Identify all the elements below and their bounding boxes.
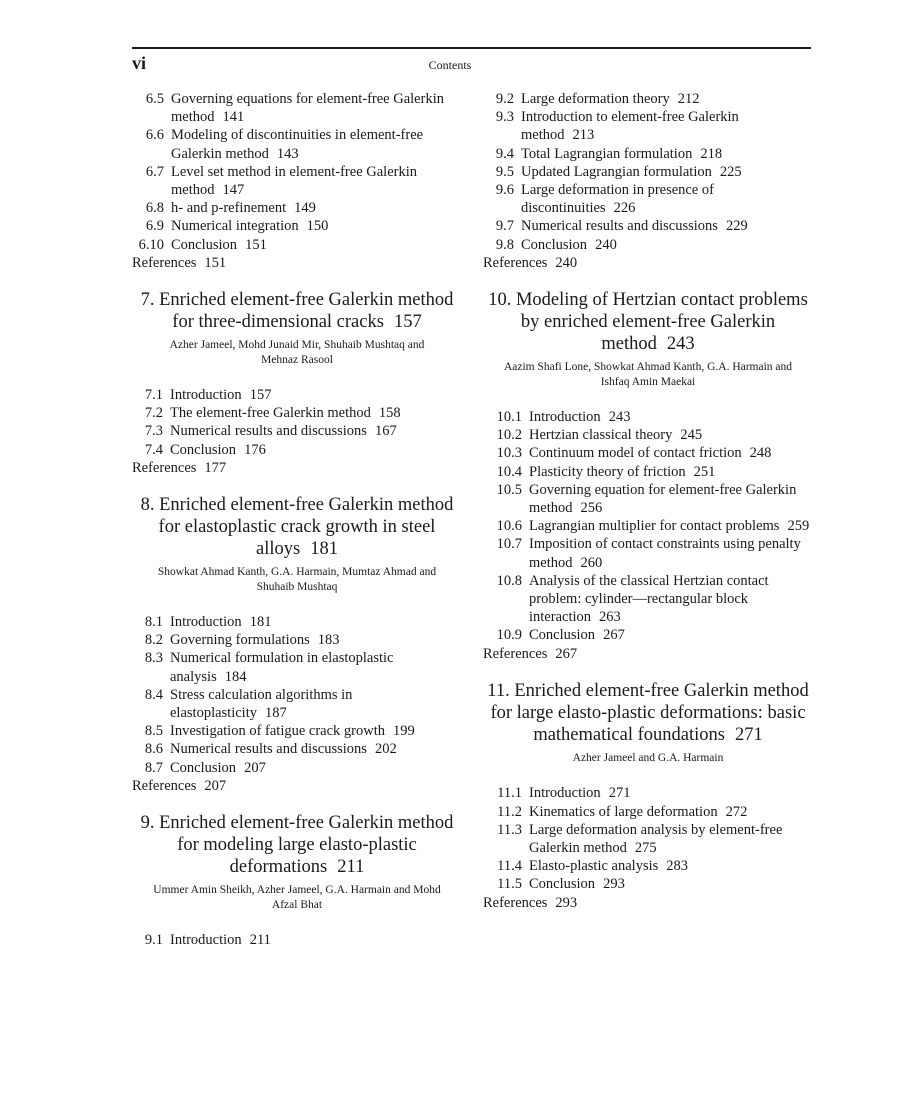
section-number: 9.1 (144, 932, 163, 949)
section-page: 176 (244, 441, 266, 458)
section-title: Plasticity theory of friction (529, 463, 686, 480)
section-page: 141 (222, 109, 245, 126)
section-title: Introduction (529, 409, 601, 426)
section-page: 202 (374, 741, 397, 758)
section-number: 9.5 (495, 163, 514, 180)
toc-entry[interactable] (132, 740, 462, 758)
chapter-10-authors: Aazim Shafi Lone, Showkat Ahmad Kanth, G.A. Harmain and Ishfaq Amin Maekai (503, 361, 793, 388)
references-page: 267 (555, 645, 578, 662)
section-page: 229 (725, 218, 748, 235)
section-number: 8.7 (144, 759, 163, 776)
references-label: References (483, 645, 548, 662)
section-title: Large deformation analysis by element-free Galerkin method (529, 821, 783, 856)
references-entry[interactable] (132, 459, 462, 477)
running-title: Contents (428, 58, 472, 72)
ch6-section-list (132, 90, 462, 272)
section-title: Governing formulations (170, 632, 310, 649)
section-number: 10.6 (496, 518, 522, 535)
toc-entry[interactable] (483, 163, 813, 181)
section-number: 8.6 (144, 741, 163, 758)
section-page: 187 (264, 705, 287, 722)
section-number: 6.10 (138, 236, 164, 253)
section-page: 256 (580, 500, 603, 517)
references-page: 151 (204, 254, 227, 271)
section-page: 240 (595, 236, 617, 253)
section-page: 259 (787, 518, 810, 535)
references-entry[interactable] (483, 645, 813, 663)
section-number: 9.2 (495, 91, 514, 107)
toc-entry[interactable] (483, 90, 813, 108)
toc-entry[interactable] (483, 784, 813, 802)
section-number: 10.8 (496, 572, 522, 589)
references-page: 293 (555, 894, 578, 911)
section-number: 10.4 (496, 463, 522, 480)
ch8-section-list (132, 613, 462, 795)
chapter-title-text: Enriched element-free Galerkin method for modeling large elasto-plastic deformations (159, 813, 454, 878)
chapter-8-title[interactable] (132, 494, 462, 560)
section-title: Level set method in element-free Galerkin method (171, 163, 417, 199)
section-title: Large deformation in presence of discontinuities (521, 182, 714, 217)
references-page: 207 (204, 777, 227, 794)
references-page: 240 (555, 254, 578, 271)
toc-entry[interactable] (483, 821, 813, 857)
chapter-7-authors: Azher Jameel, Mohd Junaid Mir, Shuhaib Mushtaq and Mehnaz Rasool (169, 339, 425, 366)
section-title: Conclusion (529, 627, 596, 644)
references-label: References (483, 894, 548, 911)
section-page: 218 (700, 145, 723, 162)
references-entry[interactable] (483, 254, 813, 272)
section-page: 225 (719, 163, 742, 180)
section-number: 10.7 (496, 536, 522, 553)
chapter-title-text: Enriched element-free Galerkin method for elastoplastic crack growth in steel alloys (158, 495, 454, 560)
section-title: Hertzian classical theory (529, 427, 673, 444)
section-title: Lagrangian multiplier for contact problems (529, 518, 780, 535)
section-title: Numerical integration (171, 218, 299, 235)
references-entry[interactable] (132, 254, 462, 272)
section-number: 10.1 (496, 409, 522, 426)
references-entry[interactable] (132, 777, 462, 795)
chapter-page: 157 (393, 312, 422, 333)
section-number: 10.3 (496, 445, 522, 462)
section-page: 271 (608, 785, 631, 802)
page-number: vi (132, 53, 147, 73)
section-page: 212 (677, 91, 700, 107)
toc-entry[interactable] (132, 931, 462, 949)
chapter-number: 9. (140, 813, 155, 834)
section-page: 226 (613, 200, 636, 217)
section-number: 10.5 (496, 481, 522, 498)
references-label: References (132, 254, 197, 271)
ch9-section-list (132, 931, 462, 949)
section-number: 10.2 (496, 427, 522, 444)
section-title: Governing equation for element-free Galerkin method (529, 481, 797, 517)
section-title: Conclusion (170, 759, 237, 776)
toc-entry[interactable] (132, 404, 462, 422)
section-title: Numerical results and discussions (521, 218, 718, 235)
chapter-title-text: Enriched element-free Galerkin method for three-dimensional cracks (159, 290, 454, 333)
section-number: 9.8 (495, 236, 514, 253)
toc-entry[interactable] (132, 631, 462, 649)
chapter-number: 8. (140, 495, 155, 516)
chapter-number: 7. (140, 290, 155, 311)
toc-entry[interactable] (132, 649, 462, 685)
section-title: Continuum model of contact friction (529, 445, 742, 462)
section-title: Imposition of contact constraints using penalty method (529, 536, 801, 571)
toc-entry[interactable] (483, 857, 813, 875)
references-page: 177 (204, 459, 227, 476)
toc-entry[interactable] (483, 444, 813, 462)
section-number: 8.2 (144, 632, 163, 649)
section-page: 181 (249, 614, 272, 631)
toc-left-column (132, 90, 462, 949)
section-title: Introduction (170, 932, 242, 949)
section-title: Total Lagrangian formulation (521, 145, 693, 162)
section-page: 251 (693, 463, 716, 480)
toc-entry[interactable] (483, 463, 813, 481)
ch10-section-list (483, 408, 813, 663)
chapter-page: 211 (337, 857, 365, 878)
chapter-page: 181 (310, 539, 338, 560)
section-number: 9.3 (495, 109, 514, 126)
toc-entry[interactable] (132, 441, 462, 459)
section-number: 9.4 (495, 145, 514, 162)
toc-entry[interactable] (483, 572, 813, 627)
references-entry[interactable] (483, 894, 813, 912)
toc-entry[interactable] (483, 408, 813, 426)
section-title: Conclusion (170, 441, 237, 458)
toc-right-column (483, 90, 813, 912)
toc-entry[interactable] (483, 626, 813, 644)
section-number: 8.1 (144, 614, 163, 631)
toc-entry[interactable] (132, 199, 462, 217)
section-page: 199 (393, 723, 415, 740)
toc-entry[interactable] (483, 803, 813, 821)
section-number: 6.7 (145, 163, 164, 180)
chapter-number: 11. (487, 680, 510, 701)
section-number: 8.4 (144, 686, 163, 703)
section-number: 8.3 (144, 650, 163, 667)
section-title: Numerical results and discussions (170, 423, 367, 440)
section-number: 7.3 (144, 423, 163, 440)
section-number: 6.8 (145, 200, 164, 217)
toc-entry[interactable] (483, 145, 813, 163)
section-page: 183 (317, 632, 340, 649)
section-title: Conclusion (529, 876, 596, 893)
toc-entry[interactable] (483, 481, 813, 517)
section-title: Numerical formulation in elastoplastic analysis (170, 650, 394, 685)
section-title: Kinematics of large deformation (529, 803, 718, 820)
toc-entry[interactable] (132, 422, 462, 440)
chapter-11-title[interactable] (483, 680, 813, 746)
section-number: 7.4 (144, 441, 163, 458)
section-page: 149 (294, 200, 316, 217)
chapter-page: 243 (666, 334, 695, 355)
ch11-section-list (483, 784, 813, 911)
section-page: 245 (680, 427, 703, 444)
section-number: 9.7 (495, 218, 514, 235)
section-number: 7.2 (144, 405, 163, 422)
references-label: References (483, 254, 548, 271)
section-number: 11.4 (497, 858, 522, 875)
section-page: 207 (244, 759, 266, 776)
chapter-8-authors: Showkat Ahmad Kanth, G.A. Harmain, Mumtaz Ahmad and Shuhaib Mushtaq (157, 566, 437, 593)
section-page: 167 (374, 423, 397, 440)
toc-entry[interactable] (132, 217, 462, 235)
toc-entry[interactable] (132, 722, 462, 740)
chapter-title-text: Modeling of Hertzian contact problems by enriched element-free Galerkin method (515, 290, 808, 355)
chapter-9-authors: Ummer Amin Sheikh, Azher Jameel, G.A. Harmain and Mohd Afzal Bhat (153, 884, 441, 911)
section-number: 8.5 (144, 723, 163, 740)
section-title: Updated Lagrangian formulation (521, 163, 712, 180)
toc-entry[interactable] (483, 517, 813, 535)
section-page: 147 (222, 182, 245, 199)
section-title: Governing equations for element-free Galerkin method (171, 91, 444, 126)
section-page: 150 (306, 218, 329, 235)
section-page: 213 (572, 127, 595, 144)
toc-entry[interactable] (483, 535, 813, 571)
section-page: 267 (603, 627, 625, 644)
toc-entry[interactable] (132, 386, 462, 404)
section-page: 158 (378, 405, 401, 422)
section-title: Introduction (170, 387, 242, 404)
toc-entry[interactable] (132, 613, 462, 631)
toc-entry[interactable] (483, 236, 813, 254)
section-number: 11.1 (497, 785, 522, 802)
ch9-continued-section-list (483, 90, 813, 272)
section-page: 143 (276, 145, 299, 162)
toc-entry[interactable] (132, 759, 462, 777)
ch7-section-list (132, 386, 462, 477)
section-page: 283 (666, 858, 689, 875)
section-title: Large deformation theory (521, 91, 670, 107)
section-number: 11.5 (497, 876, 522, 893)
section-title: Numerical results and discussions (170, 741, 367, 758)
chapter-page: 271 (734, 724, 763, 745)
section-number: 10.9 (496, 627, 522, 644)
toc-entry[interactable] (132, 236, 462, 254)
section-page: 275 (634, 839, 657, 856)
toc-entry[interactable] (132, 126, 462, 162)
section-title: Elasto-plastic analysis (529, 858, 659, 875)
header-rule (132, 47, 811, 49)
section-title: Analysis of the classical Hertzian contact problem: cylinder—rectangular block interaction (529, 572, 769, 626)
section-title: Introduction (529, 785, 601, 802)
chapter-11-authors: Azher Jameel and G.A. Harmain (572, 751, 724, 764)
references-label: References (132, 777, 197, 794)
section-number: 7.1 (144, 387, 163, 404)
section-page: 260 (580, 554, 603, 571)
toc-entry[interactable] (483, 217, 813, 235)
toc-entry[interactable] (483, 108, 813, 144)
section-title: h- and p-refinement (171, 200, 287, 217)
section-title: Conclusion (171, 236, 238, 253)
section-number: 6.6 (145, 127, 164, 144)
section-number: 11.3 (497, 821, 522, 838)
section-page: 248 (749, 445, 772, 462)
section-page: 211 (249, 932, 271, 949)
toc-entry[interactable] (483, 875, 813, 893)
section-page: 263 (599, 609, 621, 626)
section-title: Conclusion (521, 236, 588, 253)
section-number: 6.5 (145, 91, 164, 107)
references-label: References (132, 459, 197, 476)
toc-entry[interactable] (483, 181, 813, 217)
section-page: 293 (603, 876, 625, 893)
chapter-7-title[interactable] (132, 289, 462, 333)
section-title: Modeling of discontinuities in element-free Galerkin method (171, 127, 424, 162)
section-number: 11.2 (497, 803, 522, 820)
section-title: The element-free Galerkin method (170, 405, 371, 422)
section-number: 9.6 (495, 182, 514, 199)
toc-entry[interactable] (483, 426, 813, 444)
chapter-9-title[interactable] (132, 812, 462, 878)
chapter-title-text: Enriched element-free Galerkin method for large elasto-plastic deformations: basic mathematical foundations (490, 680, 809, 745)
section-page: 243 (608, 409, 631, 426)
chapter-number: 10. (488, 290, 512, 311)
section-page: 272 (725, 803, 748, 820)
chapter-10-title[interactable] (483, 289, 813, 355)
section-number: 6.9 (145, 218, 164, 235)
section-title: Introduction to element-free Galerkin method (521, 109, 739, 144)
toc-entry[interactable] (132, 90, 462, 126)
section-title: Investigation of fatigue crack growth (170, 723, 386, 740)
section-title: Stress calculation algorithms in elastoplasticity (170, 686, 353, 722)
section-page: 151 (245, 236, 267, 253)
section-page: 157 (249, 387, 272, 404)
toc-entry[interactable] (132, 686, 462, 722)
section-title: Introduction (170, 614, 242, 631)
section-page: 184 (224, 668, 247, 685)
toc-entry[interactable] (132, 163, 462, 199)
